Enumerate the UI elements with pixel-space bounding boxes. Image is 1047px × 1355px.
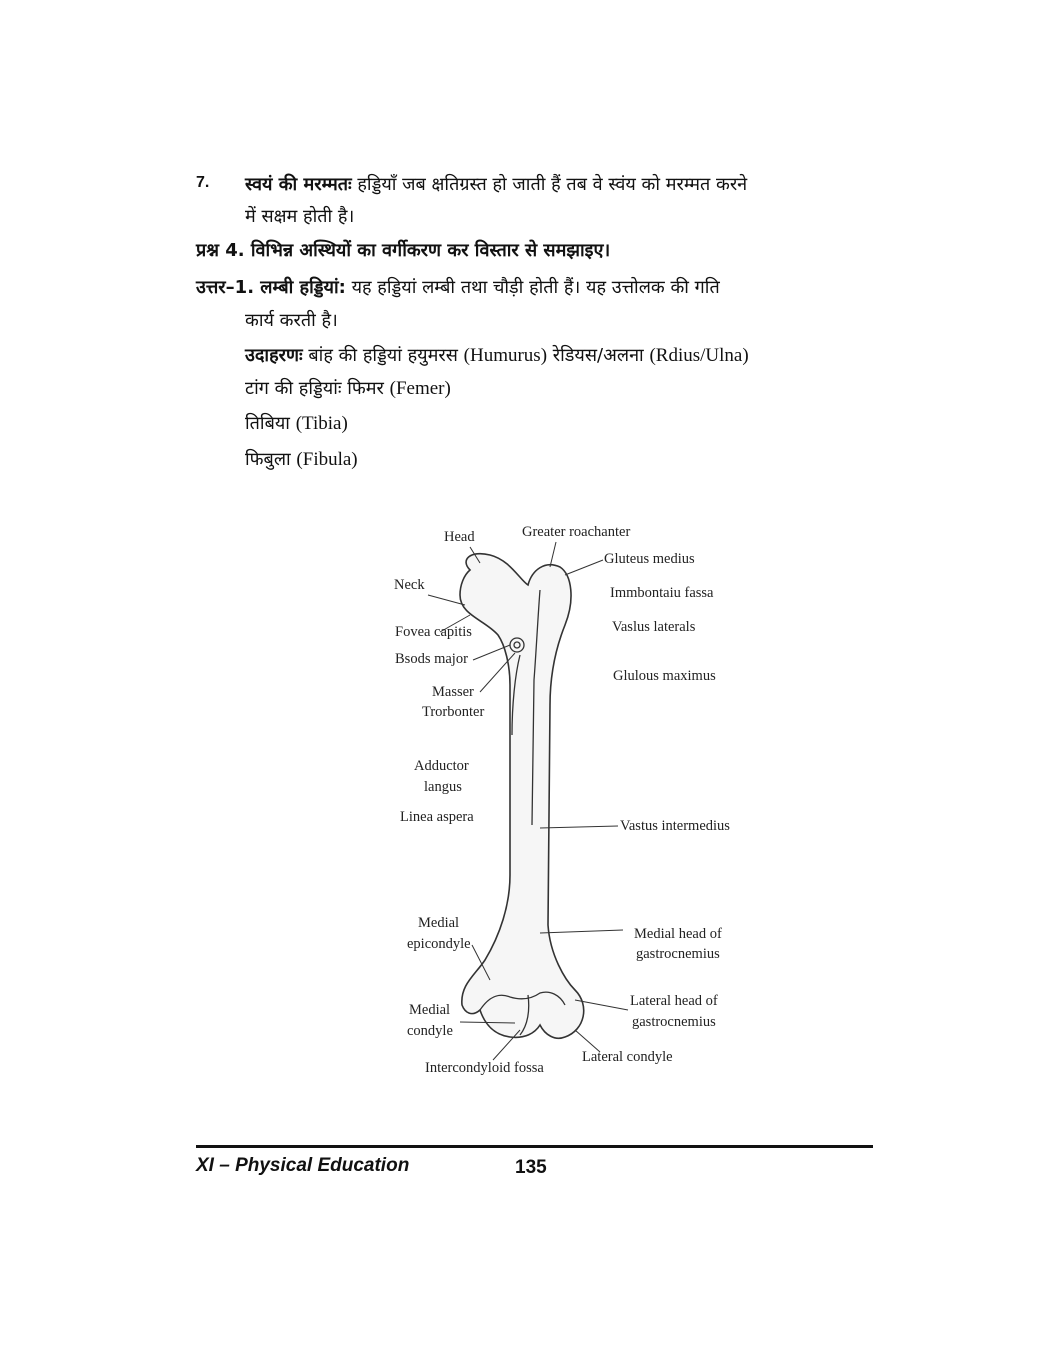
label-glulous-maximus: Glulous maximus [613, 668, 716, 684]
label-bsods-major: Bsods major [395, 651, 468, 667]
label-neck: Neck [394, 577, 425, 593]
label-gluteus-medius: Gluteus medius [604, 551, 695, 567]
item7-text-1: हड्डियाँ जब क्षतिग्रस्त हो जाती हैं तब वे स्वंय को मरम्मत करने [357, 174, 748, 195]
label-gastrocnemius-1: gastrocnemius [636, 946, 720, 962]
example-radius: रेडियस/अलना [552, 345, 644, 366]
label-lateral-condyle: Lateral condyle [582, 1049, 673, 1065]
label-vaslus-laterals: Vaslus laterals [612, 619, 696, 635]
label-greater-trochanter: Greater roachanter [522, 524, 631, 540]
example-line2 [245, 376, 451, 402]
femur-diagram [360, 505, 780, 1095]
example-humerus: (Humurus) [463, 345, 548, 366]
label-head: Head [444, 529, 475, 545]
footer-rule [196, 1145, 873, 1148]
label-langus: langus [424, 779, 462, 795]
label-medial-head-of: Medial head of [634, 926, 722, 942]
label-lateral-head-of: Lateral head of [630, 993, 718, 1009]
footer-title: XI – Physical Education [196, 1155, 410, 1176]
label-vastus-intermedius: Vastus intermedius [620, 818, 730, 834]
label-masser: Masser [432, 684, 474, 700]
item7-line2: में सक्षम होती है। [245, 206, 355, 227]
example-line3 [245, 411, 348, 437]
example-femur-en: (Femer) [389, 378, 451, 399]
example-line1 [245, 343, 749, 369]
label-medial-condyle-2: condyle [407, 1023, 453, 1039]
answer-text-1: यह हड्डियां लम्बी तथा चौड़ी होती हैं। यह उत्तोलक की गति [351, 277, 720, 298]
example-leg-bones: टांग की हड्डियांः फिमर [245, 378, 384, 399]
example-radius-en: (Rdius/Ulna) [649, 345, 749, 366]
question-heading: प्रश्न 4. विभिन्न अस्थियों का वर्गीकरण कर विस्तार से समझाइए। [196, 240, 611, 261]
label-gastrocnemius-2: gastrocnemius [632, 1014, 716, 1030]
label-adductor: Adductor [414, 758, 469, 774]
example-fibula-en: (Fibula) [296, 449, 358, 470]
label-medial: Medial [418, 915, 460, 931]
label-epicondyle: epicondyle [407, 936, 471, 952]
example-line4 [245, 447, 358, 473]
answer-prefix: उत्तर–1. लम्बी हड्डियां: [196, 277, 346, 298]
answer-line1 [196, 275, 720, 301]
example-tibia: तिबिया [245, 413, 290, 434]
item7-title: स्वयं की मरम्मतः [245, 174, 352, 195]
femur-bone [460, 554, 584, 1039]
example-fibula: फिबुला [245, 449, 291, 470]
label-trorbonter: Trorbonter [422, 704, 485, 720]
example-label: उदाहरणः [245, 345, 303, 366]
label-fovea-capitis: Fovea capitis [395, 624, 472, 640]
item-number: 7. [196, 174, 210, 191]
label-immbontaiu-fassa: Immbontaiu fassa [610, 585, 714, 601]
answer-line2: कार्य करती है। [245, 310, 338, 331]
item7-line1 [245, 172, 747, 198]
page-number: 135 [515, 1157, 547, 1178]
example-tibia-en: (Tibia) [295, 413, 348, 434]
label-linea-aspera: Linea aspera [400, 809, 474, 825]
example-text-1: बांह की हड्डियां हयुमरस [308, 345, 458, 366]
label-medial-condyle-1: Medial [409, 1002, 451, 1018]
label-intercondyloid-fossa: Intercondyloid fossa [425, 1060, 544, 1076]
